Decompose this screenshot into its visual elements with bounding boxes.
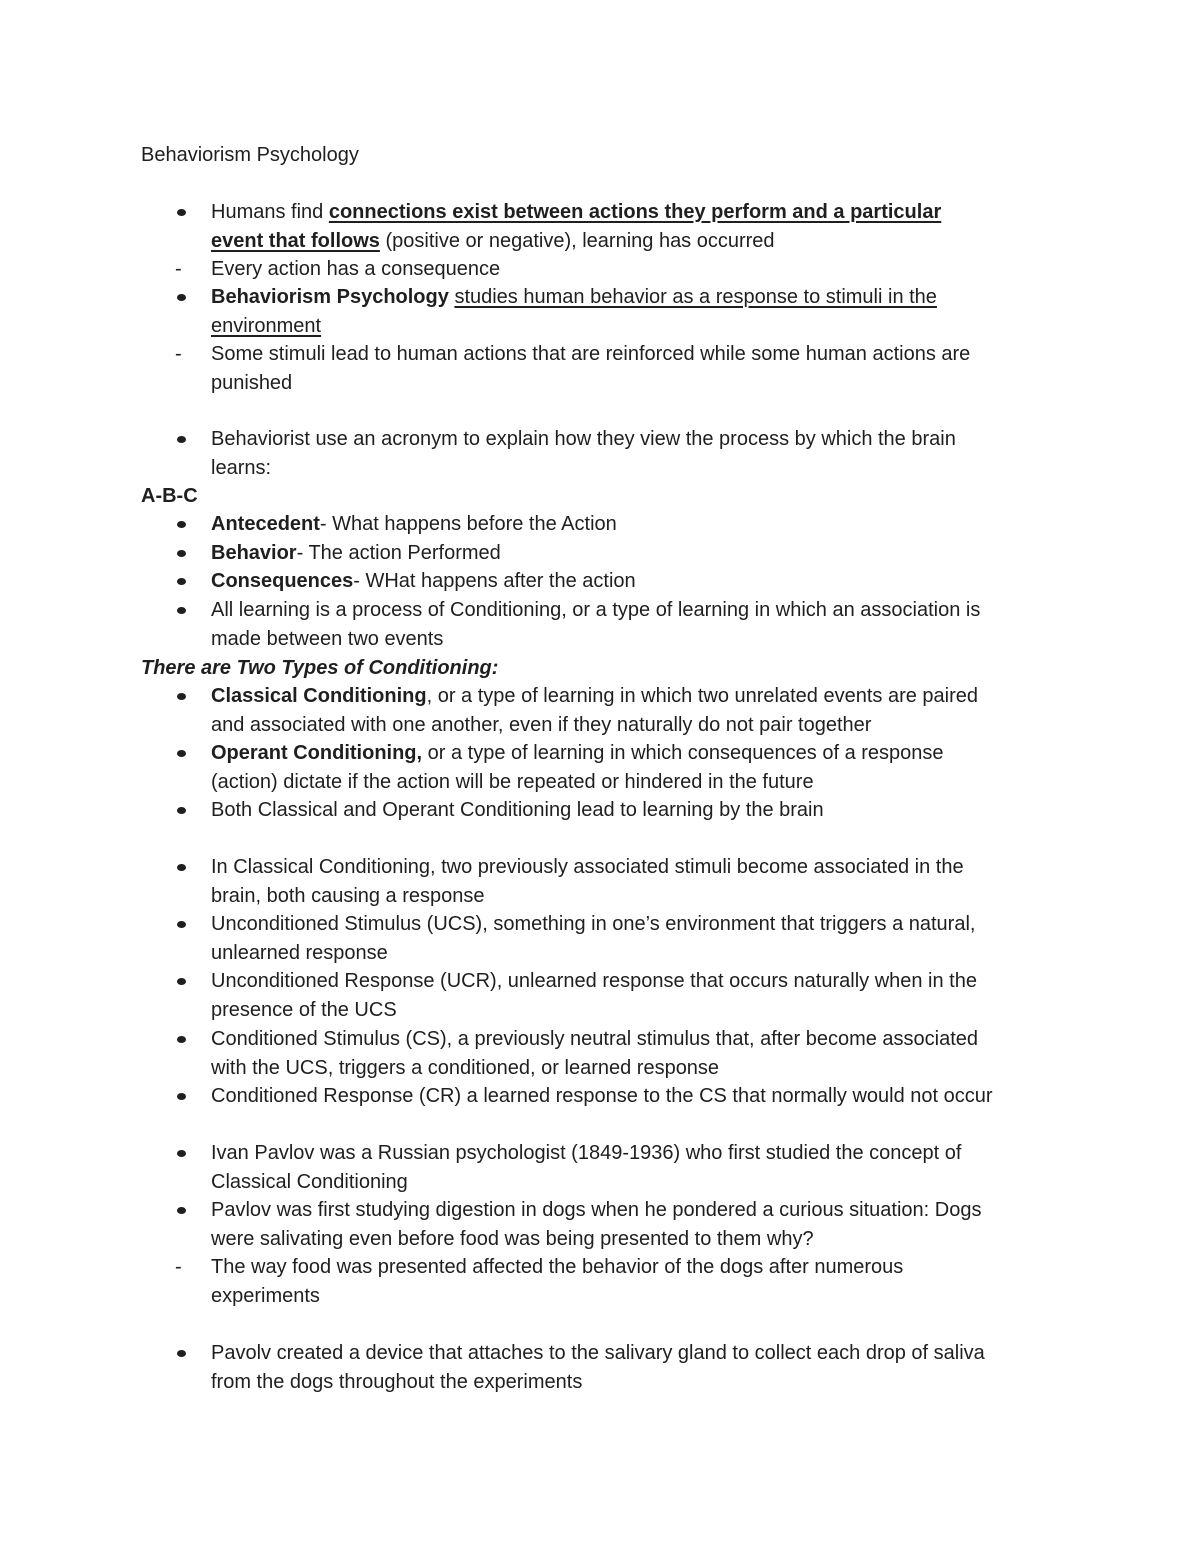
document-title: Behaviorism Psychology xyxy=(141,144,359,166)
list-item: Both Classical and Operant Conditioning lead to learning by the brain xyxy=(211,796,1091,825)
list-item: Conditioned Response (CR) a learned response to the CS that normally would not occur xyxy=(211,1082,1091,1111)
list-item: Pavlov was first studying digestion in dogs when he pondered a curious situation: Dogs were salivating even before food was being presented to them why? xyxy=(211,1196,1091,1253)
list-item: Classical Conditioning, or a type of learning in which two unrelated events are paired and associated with one another, even if they naturally do not pair together xyxy=(211,682,1091,739)
list-item: - Every action has a consequence xyxy=(175,258,501,280)
list-item: All learning is a process of Conditioning, or a type of learning in which an association is made between two events xyxy=(211,596,1091,653)
list-item: In Classical Conditioning, two previously associated stimuli become associated in the brain, both causing a response xyxy=(211,853,1091,910)
list-item: - The way food was presented affected the behavior of the dogs after numerous experiments xyxy=(175,1256,904,1307)
list-item: Conditioned Stimulus (CS), a previously neutral stimulus that, after become associated with the UCS, triggers a conditioned, or learned response xyxy=(211,1025,1091,1082)
list-item: Unconditioned Response (UCR), unlearned response that occurs naturally when in the presence of the UCS xyxy=(211,967,1091,1024)
list-item: Behaviorist use an acronym to explain how they view the process by which the brain learns: xyxy=(211,425,1091,482)
key-phrase: event that follows xyxy=(211,229,380,252)
key-phrase: connections exist between actions they perform and a particular xyxy=(328,201,942,223)
list-item: Behavior- The action Performed xyxy=(211,539,1091,568)
list-item: Humans find connections exist between actions they perform and a particular event that follows (positive or negative), learning has occurred xyxy=(211,198,1091,255)
abc-heading: A-B-C xyxy=(141,485,198,507)
list-item: - Some stimuli lead to human actions that are reinforced while some human actions are punished xyxy=(175,343,971,394)
types-heading: There are Two Types of Conditioning: xyxy=(141,657,499,679)
key-term: Behaviorism Psychology xyxy=(211,286,449,308)
list-item: Antecedent- What happens before the Action xyxy=(211,510,1091,539)
list-item: Behaviorism Psychology studies human behavior as a response to stimuli in the environment xyxy=(211,283,1091,340)
list-item: Unconditioned Stimulus (UCS), something in one’s environment that triggers a natural, unlearned response xyxy=(211,910,1091,967)
list-item: Ivan Pavlov was a Russian psychologist (1849-1936) who first studied the concept of Classical Conditioning xyxy=(211,1139,1091,1196)
list-item: Operant Conditioning, or a type of learning in which consequences of a response (action) dictate if the action will be repeated or hindered in the future xyxy=(211,739,1091,796)
list-item: Pavolv created a device that attaches to the salivary gland to collect each drop of saliva from the dogs throughout the experiments xyxy=(211,1339,1091,1396)
list-item: Consequences- WHat happens after the action xyxy=(211,567,1091,596)
